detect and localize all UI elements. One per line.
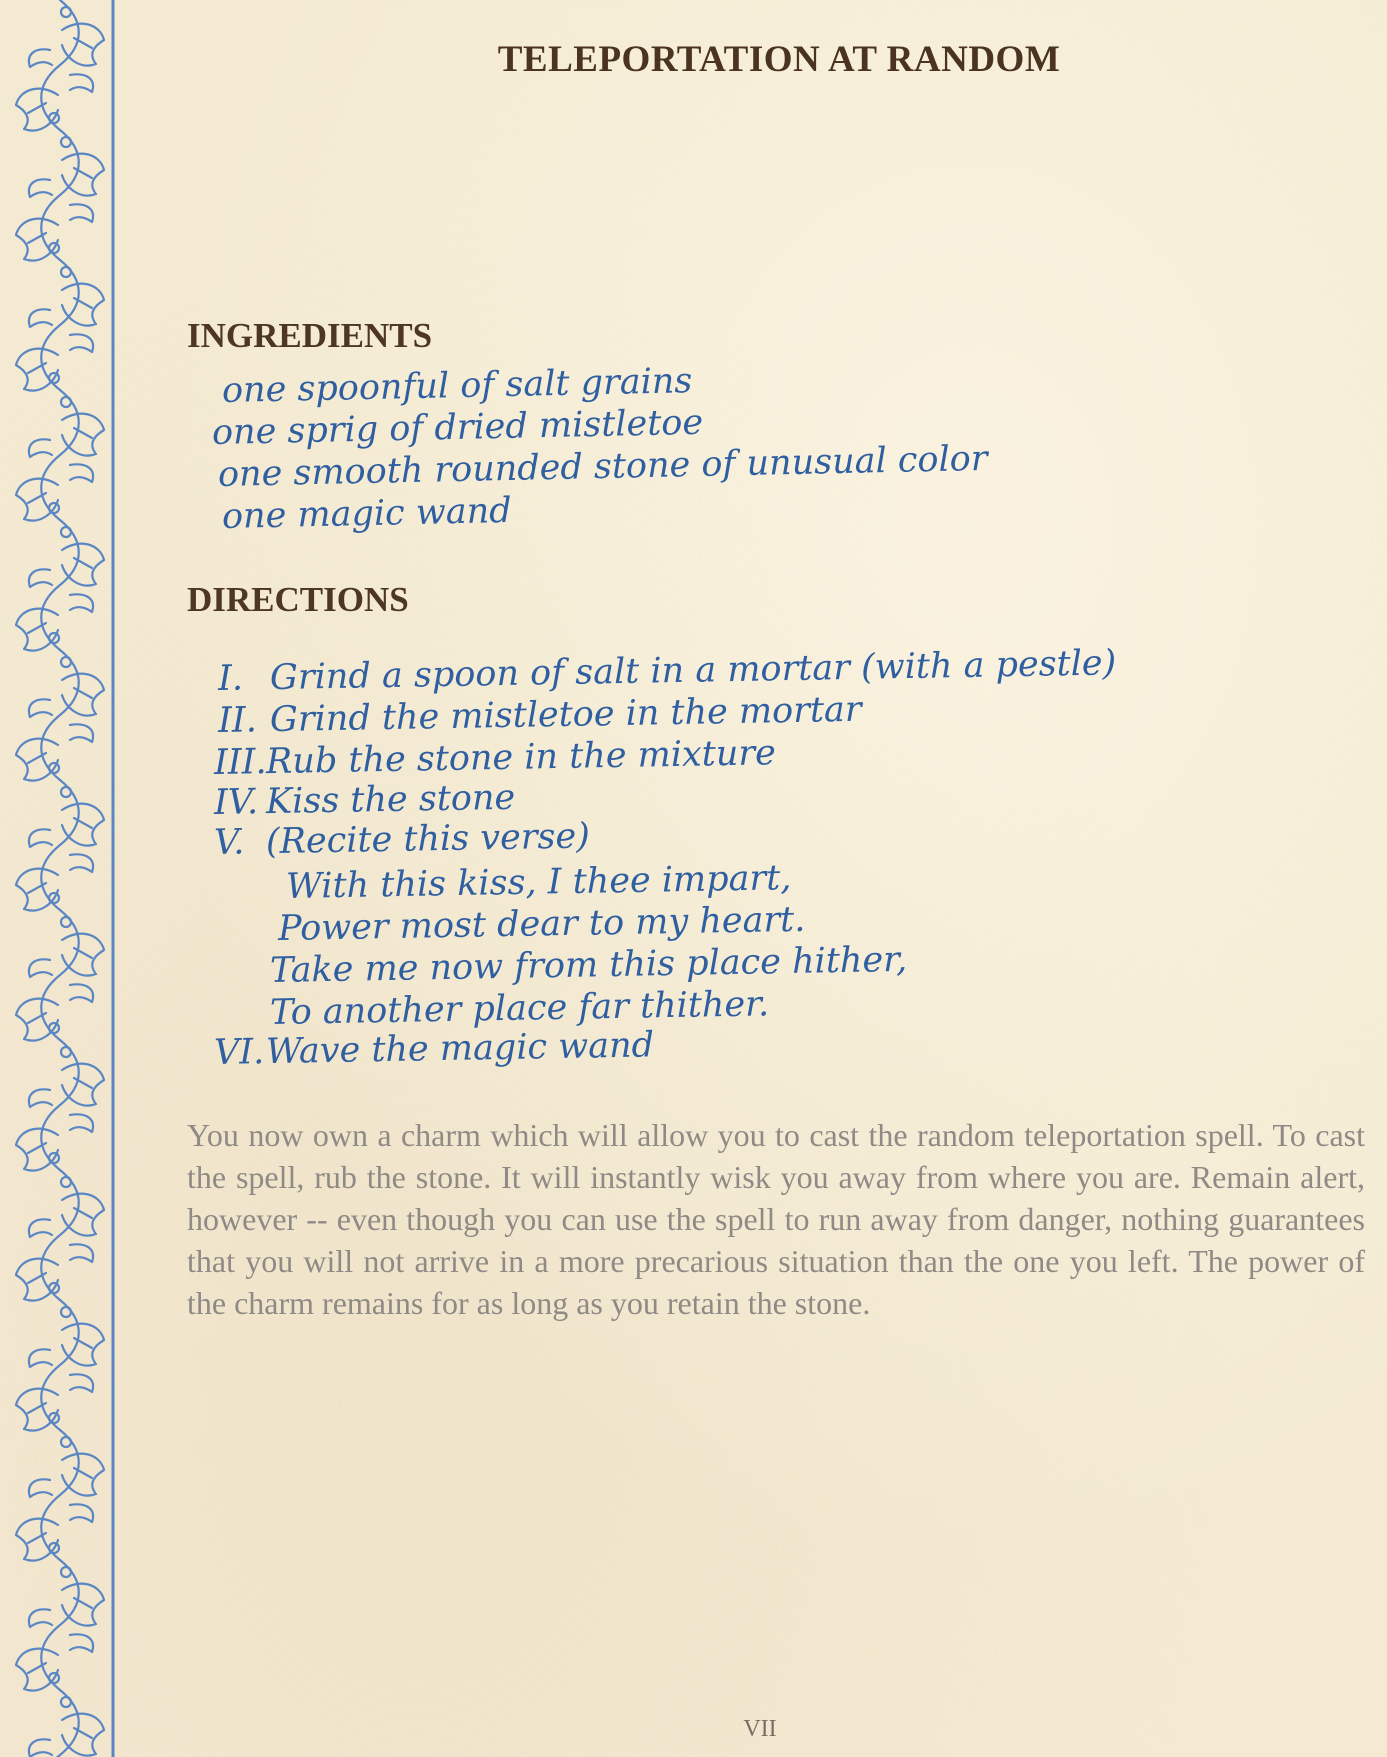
step-text: Wave the magic wand [265,1025,655,1073]
direction-step [214,779,516,822]
step-number: IV. [213,782,259,823]
step-text: Kiss the stone [265,777,516,823]
ingredient-item: one spoonful of salt grains [221,361,693,411]
direction-step [218,644,1117,698]
step-text: Grind a spoon of salt in a mortar (with a pestle) [269,643,1117,699]
charm-description: You now own a charm which will allow you to cast the random teleportation spell. To cast the spell, rub the stone. It will instantly wisk you away from where you are. Remain alert, however -- even though you can use the spell to run away from danger, nothing guarantees that you will not arrive in a more precarious situation than the one you left. The power of the charm remains for as long as you retain the stone. [187,1117,1365,1321]
verse-line: To another place far thither. [269,984,770,1033]
step-text: (Recite this verse) [265,816,591,863]
vine-border [0,0,122,1757]
step-number: II. [217,700,258,741]
direction-step [214,1026,655,1072]
step-number: III. [213,742,267,783]
direction-step [214,817,590,862]
verse-line: With this kiss, I thee impart, [285,858,792,907]
ingredients-heading: INGREDIENTS [187,316,433,355]
step-number: I. [217,658,244,699]
step-number: V. [213,822,245,863]
ingredient-item: one sprig of dried mistletoe [211,402,704,453]
page-title: TELEPORTATION AT RANDOM [497,39,1061,80]
ingredient-item: one smooth rounded stone of unusual color [217,438,988,495]
verse-line: Power most dear to my heart. [277,899,806,949]
direction-step [214,734,776,782]
step-text: Rub the stone in the mixture [265,733,777,783]
step-number: VI. [213,1032,265,1073]
ingredient-item: one magic wand [221,490,512,537]
page-number: VII [743,1716,777,1742]
directions-heading: DIRECTIONS [187,580,409,619]
step-text: Grind the mistletoe in the mortar [269,689,862,741]
verse-line: Take me now from this place hither, [269,939,908,991]
